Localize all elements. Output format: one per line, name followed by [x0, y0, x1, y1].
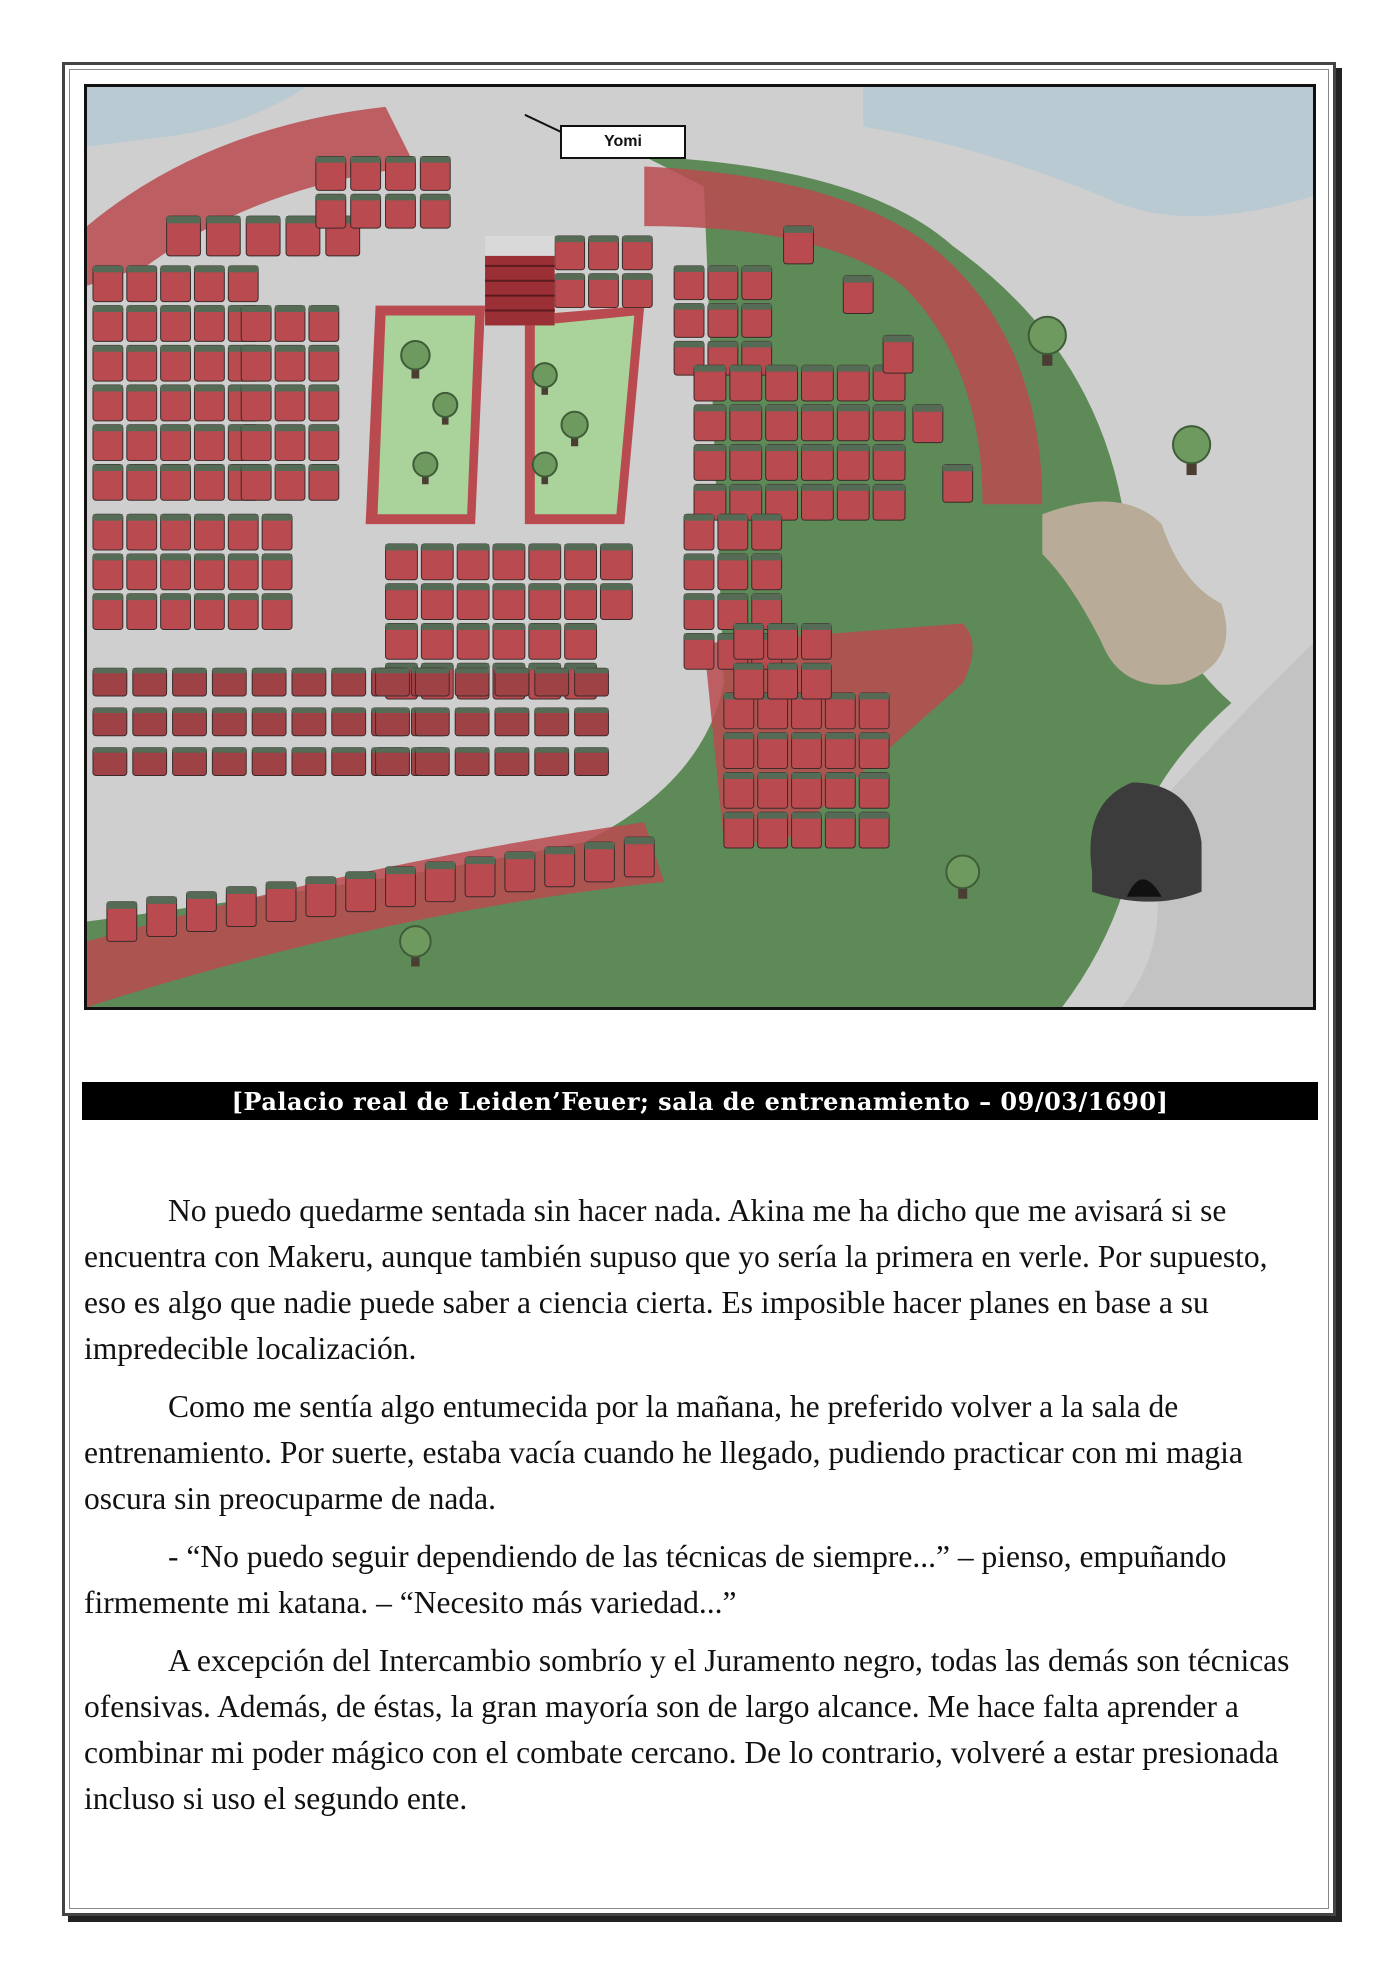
paragraph-4: A excepción del Intercambio sombrío y el Juramento negro, todas las demás son técnicas ofensivas. Además, de éstas, la gran mayoría son de largo alcance. Me hace falta aprender a combinar mi poder mágico con el combate cercano. De lo contrario, volveré a estar presionada incluso si uso el segundo ente. [84, 1643, 1290, 1816]
map-illustration [87, 87, 1313, 1007]
paragraph-3: - “No puedo seguir dependiendo de las técnicas de siempre...” – pienso, empuñando firmemente mi katana. – “Necesito más variedad...” [84, 1539, 1227, 1620]
garden-left [366, 306, 485, 525]
paragraph-1: No puedo quedarme sentada sin hacer nada. Akina me ha dicho que me avisará si se encuentra con Makeru, aunque también supuso que yo sería la primera en verle. Por supuesto, eso es algo que nadie puede saber a ciencia cierta. Es imposible hacer planes en base a su impredecible localización. [84, 1193, 1268, 1366]
palace-stairs [485, 236, 555, 325]
map-label-yomi: Yomi [560, 125, 686, 159]
paragraph-2: Como me sentía algo entumecida por la mañana, he preferido volver a la sala de entrenamiento. Por suerte, estaba vacía cuando he llegado, pudiendo practicar con mi magia oscura sin preocuparme de nada. [84, 1389, 1243, 1516]
scene-caption: [Palacio real de Leiden’Feuer; sala de entrenamiento – 09/03/1690] [82, 1082, 1318, 1120]
town-map [84, 84, 1316, 1010]
story-text [84, 1188, 1316, 1834]
